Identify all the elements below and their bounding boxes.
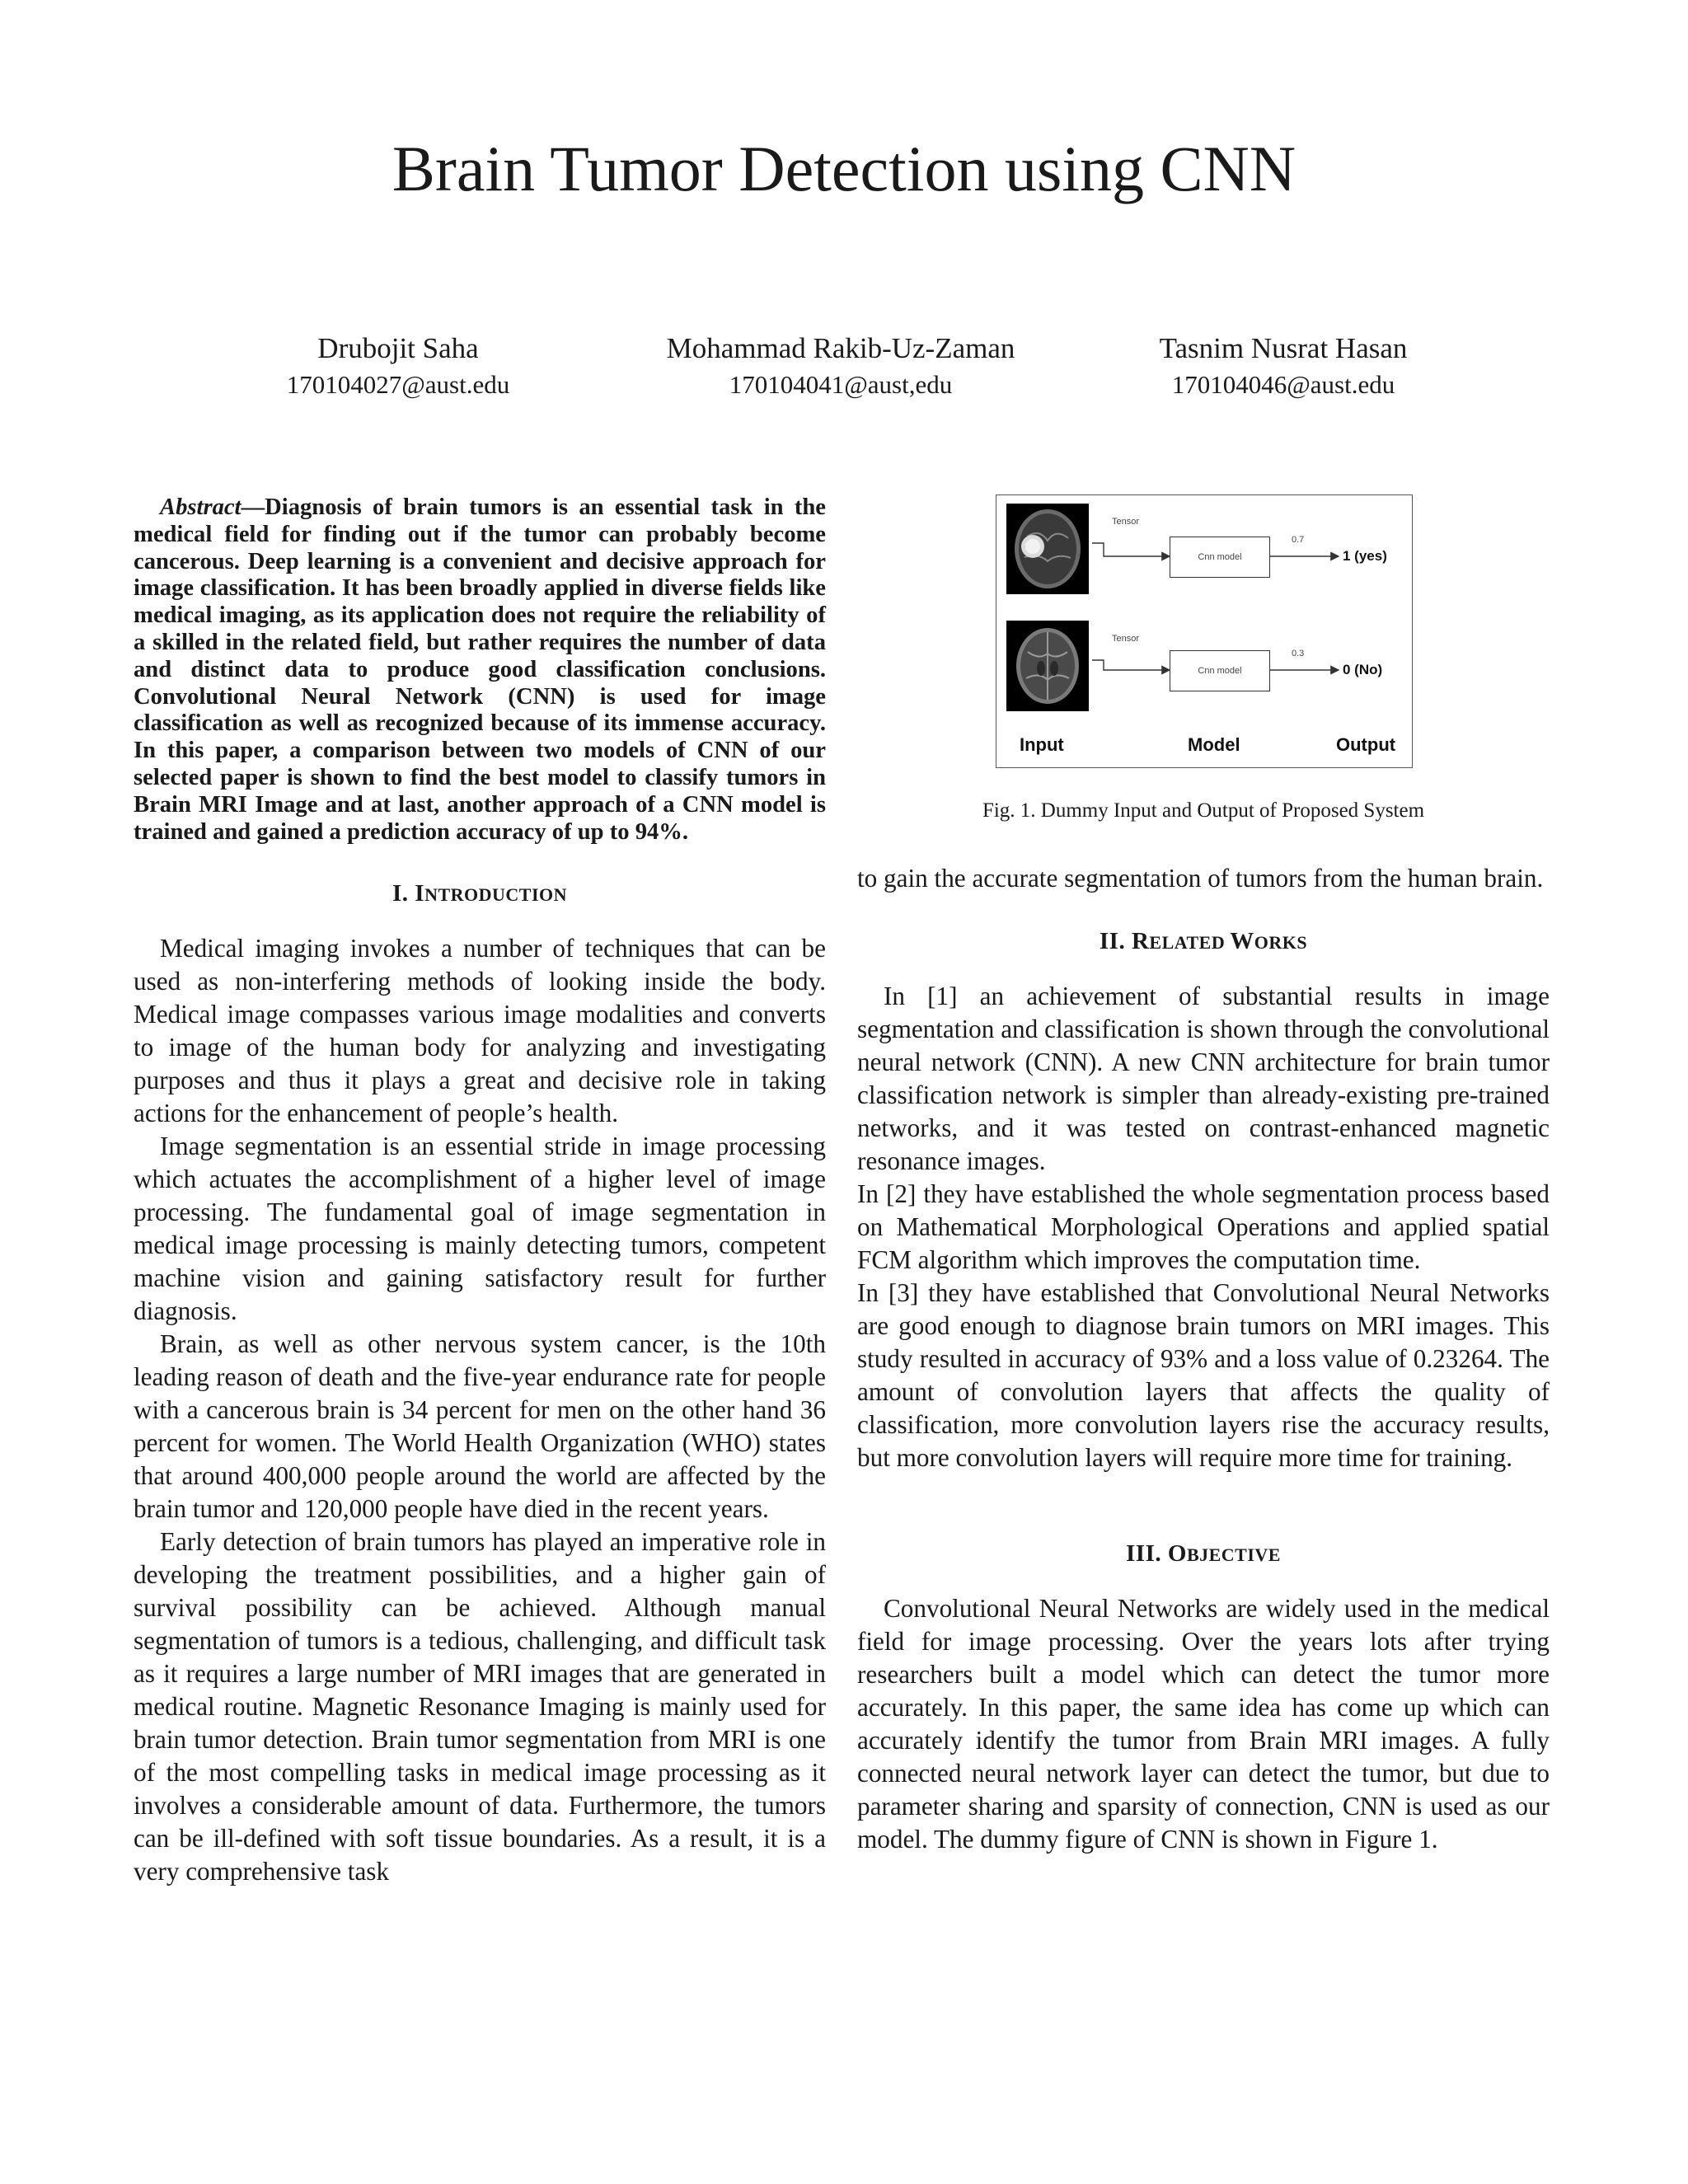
section-heading-introduction (134, 880, 826, 907)
section-number: II. (1099, 928, 1132, 954)
figure-label-model: Model (1188, 734, 1240, 755)
arrow-tensor-1 (1092, 543, 1170, 556)
left-column (134, 494, 826, 1888)
author-email: 170104046@aust.edu (1171, 370, 1395, 399)
section-initial: W (1230, 928, 1254, 954)
paper-title: Brain Tumor Detection using CNN (392, 133, 1296, 204)
figure-1 (996, 494, 1413, 768)
tensor-label-2: Tensor (1112, 634, 1140, 644)
section-smallcaps: BJECTIVE (1186, 1544, 1281, 1565)
section-smallcaps: NTRODUCTION (424, 884, 568, 906)
author-name: Drubojit Saha (317, 332, 479, 364)
author-name: Tasnim Nusrat Hasan (1159, 332, 1408, 364)
related-paragraph-1: In [1] an achievement of substantial results in image segmentation and classification is shown through the convolutional neural network (CNN). A new CNN architecture for brain tumor classification network is simpler than already-existing pre-trained networks, and it was tested on contrast-enhanced magnetic resonance images. (857, 982, 1550, 1175)
probability-2: 0.3 (1292, 649, 1305, 658)
figure-caption: Fig. 1. Dummy Input and Output of Proposed System (982, 799, 1425, 822)
objective-paragraph-1: Convolutional Neural Networks are widely used in the medical field for image processing. Over the years lots after trying researchers built a model which can detect the tumor more accurately. In this paper, the same idea has come up which can accurately identify the tumor from Brain MRI images. A fully connected neural network layer can detect the tumor, but due to parameter sharing and sparsity of connection, CNN is used as our model. The dummy figure of CNN is shown in Figure 1. (857, 1594, 1550, 1854)
related-paragraph-2: In [2] they have established the whole segmentation process based on Mathematical Morphological Operations and applied spatial FCM algorithm which improves the computation time. (857, 1179, 1550, 1274)
arrow-tensor-2 (1092, 660, 1170, 670)
abstract-lead: Abstract (160, 494, 241, 520)
cnn-model-box-1: Cnn model (1170, 537, 1270, 578)
author-3 (1069, 330, 1498, 402)
section-number: I. (392, 880, 415, 907)
related-paragraph-3: In [3] they have established that Convolutional Neural Networks are good enough to diagnose brain tumors on MRI images. This study resulted in accuracy of 93% and a loss value of 0.23264. The amount of convolution layers that affects the quality of classification, more convolution layers rise the accuracy results, but more convolution layers will require more time for training. (857, 1278, 1550, 1472)
probability-1: 0.7 (1292, 535, 1305, 545)
tensor-label-1: Tensor (1112, 517, 1140, 527)
abstract-text: —Diagnosis of brain tumors is an essential task in the medical field for finding out if the tumor can probably become cancerous. Deep learning is a convenient and decisive approach for image classification. It has been broadly applied in diverse fields like medical imaging, as its application does not require the reliability of a skilled in the related field, but rather requires the number of data and distinct data to produce good classification conclusions. Convolutional Neural Network (CNN) is used for image classification as well as recognized because of its immense accuracy. In this paper, a comparison between two models of CNN of our selected paper is shown to find the best model to classify tumors in Brain MRI Image and at last, another approach of a CNN model is trained and gained a prediction accuracy of up to 94%. (134, 494, 826, 845)
section-initial: O (1167, 1540, 1187, 1567)
author-email: 170104041@aust,edu (729, 370, 953, 399)
intro-paragraph-5: to gain the accurate segmentation of tumors from the human brain. (857, 864, 1544, 893)
intro-paragraph-4: Early detection of brain tumors has played an imperative role in developing the treatment possibilities, and a higher gain of survival possibility can be achieved. Although manual segmentation of tumors is a tedious, challenging, and difficult task as it requires a large number of MRI images that are generated in medical routine. Magnetic Resonance Imaging is mainly used for brain tumor detection. Brain tumor segmentation from MRI is one of the most compelling tasks in medical image processing as it involves a considerable amount of data. Furthermore, the tumors can be ill-defined with soft tissue boundaries. As a result, it is a very comprehensive task (134, 1527, 826, 1886)
author-email: 170104027@aust.edu (286, 370, 510, 399)
mri-normal-image (1006, 621, 1089, 711)
intro-paragraph-3: Brain, as well as other nervous system cancer, is the 10th leading reason of death and the five-year endurance rate for people with a cancerous brain is 34 percent for men on the other hand 36 percent for women. The World Health Organization (WHO) states that around 400,000 people around the world are affected by the brain tumor and 120,000 people have died in the recent years. (134, 1329, 826, 1524)
section-initial: R (1131, 928, 1150, 954)
intro-paragraph-1: Medical imaging invokes a number of techniques that can be used as non-interfering methods of looking inside the body. Medical image compasses various image modalities and converts to image of the human body for analyzing and investigating purposes and thus it plays a great and decisive role in taking actions for the enhancement of people’s health. (134, 934, 826, 1128)
author-2 (626, 330, 1055, 402)
section-number: III. (1126, 1540, 1168, 1567)
abstract (134, 494, 826, 846)
author-1 (184, 330, 612, 402)
section-heading-related-works (857, 928, 1550, 955)
section-smallcaps: ORKS (1254, 932, 1308, 953)
cnn-model-box-2: Cnn model (1170, 650, 1270, 691)
figure-label-output: Output (1336, 734, 1396, 755)
section-smallcaps: ELATED (1149, 932, 1231, 953)
output-label-2: 0 (No) (1343, 662, 1383, 677)
right-column (857, 494, 1550, 1856)
author-name: Mohammad Rakib-Uz-Zaman (666, 332, 1015, 364)
figure-label-input: Input (1020, 734, 1064, 755)
intro-paragraph-2: Image segmentation is an essential stride in image processing which actuates the accomplishment of a higher level of image processing. The fundamental goal of image segmentation in medical image processing is mainly detecting tumors, competent machine vision and gaining satisfactory result for further diagnosis. (134, 1132, 826, 1326)
section-heading-objective (857, 1540, 1550, 1568)
section-initial: I (415, 880, 425, 907)
mri-tumor-image (1006, 504, 1089, 594)
output-label-1: 1 (yes) (1343, 548, 1387, 564)
